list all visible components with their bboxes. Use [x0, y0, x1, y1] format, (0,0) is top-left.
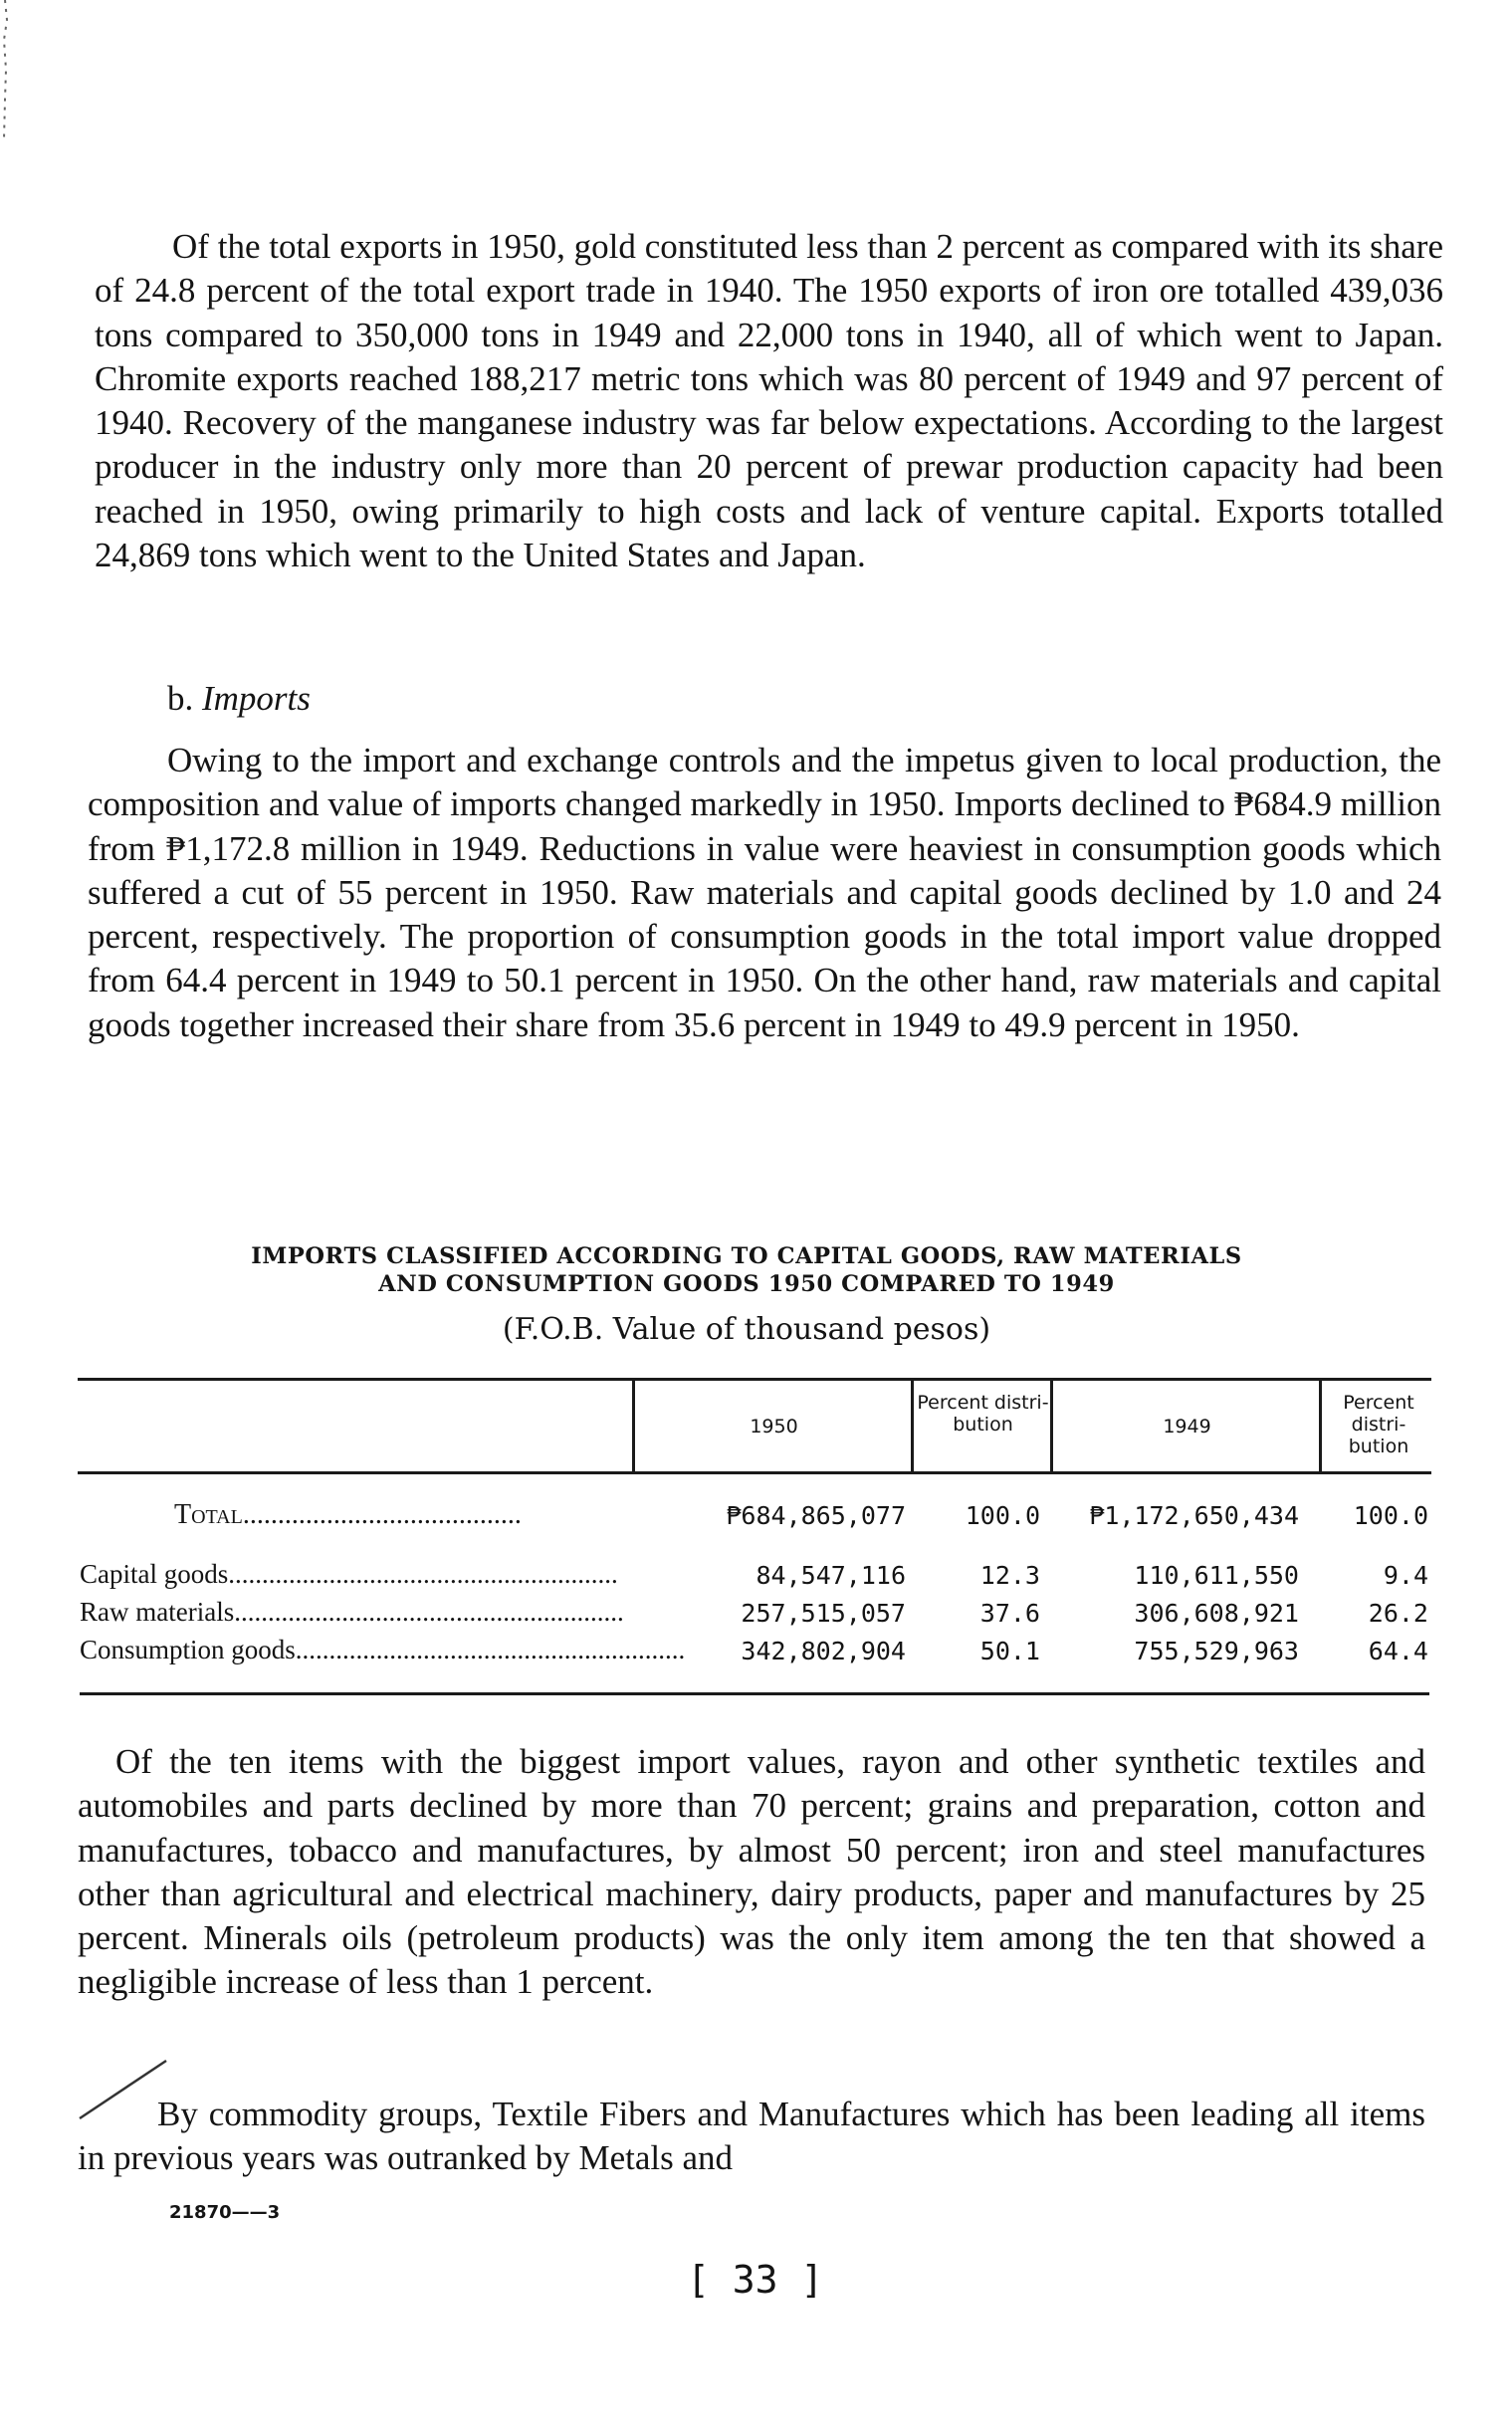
total-value-1949: ₱1,172,650,434 [1089, 1501, 1299, 1530]
column-divider [632, 1380, 635, 1471]
section-title: Imports [202, 679, 311, 718]
section-heading-imports [167, 679, 311, 719]
row-value-1950: 84,547,116 [756, 1561, 906, 1590]
column-header-1950: 1950 [750, 1416, 798, 1438]
row-value-1950: 342,802,904 [741, 1637, 906, 1665]
total-percent-1949: 100.0 [1353, 1501, 1428, 1530]
total-percent-1950: 100.0 [965, 1501, 1040, 1530]
table-header-rule [78, 1471, 1431, 1474]
column-divider [1050, 1380, 1053, 1471]
paragraph-exports: Of the total exports in 1950, gold constituted less than 2 percent as compared with its share of 24.8 percent of the total export trade in 1940. The 1950 exports of iron ore totalled 439,036 tons compared to 350,000 tons in 1949 and 22,000 tons in 1940, all of which went to Japan. Chromite exports reached 188,217 metric tons which was 80 percent of 1949 and 97 percent of 1940. Recovery of the manganese industry was far below expectations. According to the largest producer in the industry only more than 20 percent of prewar production capacity had been reached in 1950, owing primarily to high costs and lack of venture capital. Exports totalled 24,869 tons which went to the United States and Japan. [95, 227, 1443, 575]
table-title-line-1: IMPORTS CLASSIFIED ACCORDING TO CAPITAL GOODS, RAW MATERIALS [251, 1243, 1242, 1269]
row-percent-1949: 64.4 [1368, 1637, 1428, 1665]
table-bottom-rule [80, 1692, 1429, 1695]
section-letter: b. [167, 679, 194, 718]
column-header-percent-1950: Percent distri- bution [917, 1392, 1049, 1436]
row-percent-1950: 50.1 [979, 1637, 1040, 1665]
paragraph-imports: Owing to the import and exchange controls and the impetus given to local production, the composition and value of imports changed markedly in 1950. Imports declined to ₱684.9 million from ₱1,172.8 million in 1949. Reductions in value were heaviest in consumption goods which suffered a cut of 55 percent in 1950. Raw materials and capital goods declined by 1.0 and 24 percent, respectively. The proportion of consumption goods in the total import value dropped from 64.4 percent in 1949 to 50.1 percent in 1950. On the other hand, raw materials and capital goods together increased their share from 35.6 percent in 1949 to 49.9 percent in 1950. [88, 741, 1441, 1044]
column-header-1949: 1949 [1163, 1416, 1211, 1438]
page-number: [ 33 ] [687, 2258, 824, 2302]
row-percent-1950: 37.6 [979, 1599, 1040, 1628]
row-value-1950: 257,515,057 [741, 1599, 906, 1628]
table-subtitle: (F.O.B. Value of thousand pesos) [502, 1312, 991, 1347]
row-value-1949: 110,611,550 [1134, 1561, 1299, 1590]
row-label: Capital goods.......................................................... [80, 1559, 618, 1589]
row-percent-1950: 12.3 [979, 1561, 1040, 1590]
column-header-percent-1949: Percent distri- bution [1343, 1392, 1414, 1457]
print-job-number: 21870——3 [169, 2202, 281, 2223]
row-percent-1949: 9.4 [1383, 1561, 1428, 1590]
scan-edge-marks [0, 0, 20, 179]
table-title [149, 1242, 1344, 1298]
table-top-rule [78, 1378, 1431, 1381]
paragraph-commodity-groups: By commodity groups, Textile Fibers and Manufactures which has been leading all items in previous years was outranked by Metals and [78, 2095, 1425, 2178]
row-label: Raw materials.......................................................... [80, 1597, 624, 1627]
row-label-total: Total........................................ [174, 1499, 522, 1530]
table-title-line-2: AND CONSUMPTION GOODS 1950 COMPARED TO 1949 [378, 1271, 1115, 1297]
row-value-1949: 306,608,921 [1134, 1599, 1299, 1628]
row-percent-1949: 26.2 [1368, 1599, 1428, 1628]
column-divider [911, 1380, 914, 1471]
column-divider [1319, 1380, 1322, 1471]
row-label: Consumption goods.......................................................... [80, 1635, 686, 1664]
row-value-1949: 755,529,963 [1134, 1637, 1299, 1665]
total-value-1950: ₱684,865,077 [726, 1501, 906, 1530]
paragraph-ten-items: Of the ten items with the biggest import values, rayon and other synthetic textiles and automobiles and parts declined by more than 70 percent; grains and preparation, cotton and manufactures, tobacco and manufactures, by almost 50 percent; iron and steel manufactures other than agricultural and electrical machinery, dairy products, paper and manufactures by 25 percent. Minerals oils (petroleum products) was the only item among the ten that showed a negligible increase of less than 1 percent. [78, 1742, 1425, 2002]
